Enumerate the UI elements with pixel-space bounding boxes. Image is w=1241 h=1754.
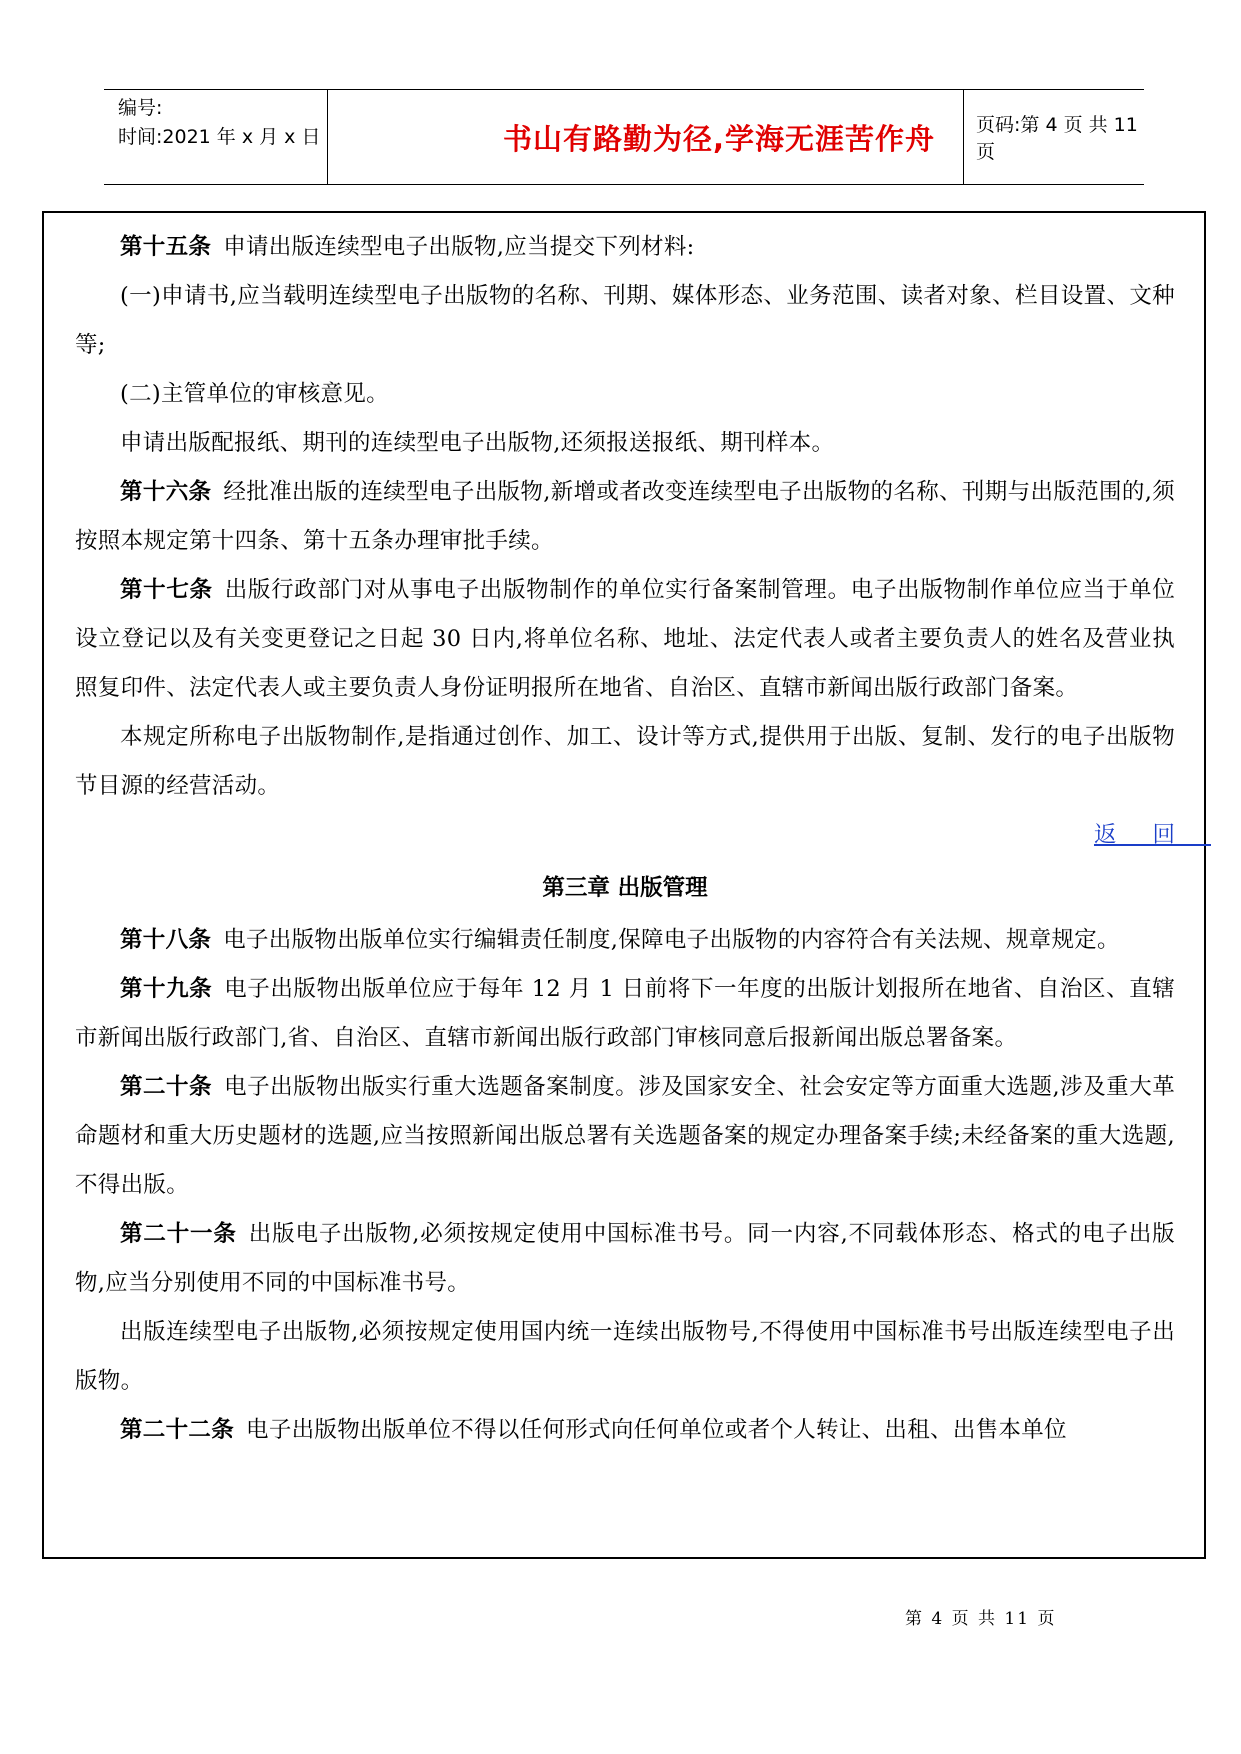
article-paragraph	[75, 1210, 1175, 1308]
article-number: 第二十二条	[120, 1417, 235, 1443]
article-paragraph	[75, 1406, 1175, 1455]
article-paragraph	[75, 1063, 1175, 1210]
paragraph-text: 电子出版物出版单位应于每年 12 月 1 日前将下一年度的出版计划报所在地省、自治区、直辖市新闻出版行政部门,省、自治区、直辖市新闻出版行政部门审核同意后报新闻出版总署备案。	[75, 976, 1175, 1051]
chapter-title: 第三章 出版管理	[542, 875, 708, 901]
article-paragraph	[75, 965, 1175, 1063]
header-divider	[963, 90, 964, 184]
article-number: 第十八条	[120, 927, 212, 953]
paragraph: 本规定所称电子出版物制作,是指通过创作、加工、设计等方式,提供用于出版、复制、发行的电子出版物节目源的经营活动。	[75, 724, 1175, 799]
document-body	[75, 223, 1211, 1455]
header-table	[104, 89, 1144, 185]
time-label: 时间:2021 年 x 月 x 日	[118, 126, 321, 148]
article-number: 第十五条	[120, 234, 212, 260]
paragraph: (一)申请书,应当载明连续型电子出版物的名称、刊期、媒体形态、业务范围、读者对象、栏目设置、文种等;	[75, 283, 1175, 358]
article-paragraph	[75, 916, 1175, 965]
article-number: 第十九条	[120, 976, 213, 1002]
article-paragraph	[75, 468, 1175, 566]
header-motto: 书山有路勤为径,学海无涯苦作舟	[502, 121, 936, 156]
return-link[interactable]: 返回	[1093, 822, 1211, 848]
header-divider	[327, 90, 328, 184]
paragraph-text: 电子出版物出版单位不得以任何形式向任何单位或者个人转让、出租、出售本单位	[246, 1417, 1067, 1443]
article-paragraph	[75, 566, 1175, 713]
article-paragraph	[75, 223, 1175, 272]
page-footer: 第 4 页 共 11 页	[905, 1609, 1057, 1629]
paragraph: 出版连续型电子出版物,必须按规定使用国内统一连续出版物号,不得使用中国标准书号出版连续型电子出版物。	[75, 1319, 1175, 1394]
header-info	[118, 94, 320, 152]
article-number: 第十七条	[120, 577, 213, 603]
serial-number-label: 编号:	[118, 97, 163, 119]
paragraph-text: 申请出版连续型电子出版物,应当提交下列材料:	[223, 234, 695, 260]
article-number: 第二十一条	[120, 1221, 237, 1247]
paragraph-text: 电子出版物出版单位实行编辑责任制度,保障电子出版物的内容符合有关法规、规章规定。	[223, 927, 1120, 953]
paragraph-text: 出版行政部门对从事电子出版物制作的单位实行备案制管理。电子出版物制作单位应当于单位设立登记以及有关变更登记之日起 30 日内,将单位名称、地址、法定代表人或者主要负责人的姓名及营业执照复印件、法定代表人或主要负责人身份证明报所在地省、自治区、直辖市新闻出版行政部门备案。	[75, 577, 1175, 701]
paragraph-text: 电子出版物出版实行重大选题备案制度。涉及国家安全、社会安定等方面重大选题,涉及重大革命题材和重大历史题材的选题,应当按照新闻出版总署有关选题备案的规定办理备案手续;未经备案的重大选题,不得出版。	[75, 1074, 1176, 1198]
article-number: 第十六条	[120, 479, 212, 505]
header-page-number: 页码:第 4 页 共 11 页	[976, 114, 1138, 163]
paragraph: (二)主管单位的审核意见。	[120, 381, 389, 407]
content-frame	[42, 211, 1211, 1559]
paragraph-text: 出版电子出版物,必须按规定使用中国标准书号。同一内容,不同载体形态、格式的电子出版物,应当分别使用不同的中国标准书号。	[75, 1221, 1175, 1296]
return-row	[75, 811, 1211, 860]
paragraph-text: 经批准出版的连续型电子出版物,新增或者改变连续型电子出版物的名称、刊期与出版范围的,须按照本规定第十四条、第十五条办理审批手续。	[75, 479, 1175, 554]
paragraph: 申请出版配报纸、期刊的连续型电子出版物,还须报送报纸、期刊样本。	[120, 430, 835, 456]
article-number: 第二十条	[120, 1074, 213, 1100]
